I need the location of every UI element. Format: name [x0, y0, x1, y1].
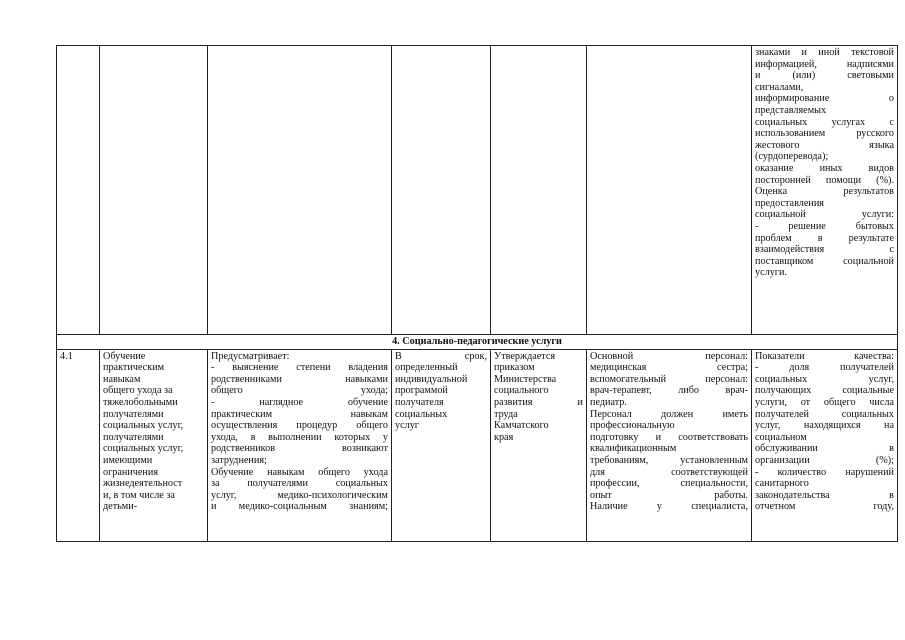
service-description-cell: [208, 349, 392, 541]
text-line: взаимодействия с: [755, 244, 894, 256]
text-line: социальных услуг,: [103, 443, 184, 455]
text-line: Основной персонал:: [590, 350, 748, 362]
text-line: (сурдоперевода);: [755, 151, 829, 163]
text-line: В срок,: [395, 350, 487, 362]
text-line: требованиям, установленным: [590, 454, 748, 466]
text-line: социальном: [755, 431, 807, 443]
text-line: предоставления: [755, 197, 824, 209]
table-cell: [587, 46, 752, 335]
table-row-continuation: [57, 46, 898, 335]
text-line: Обучение: [103, 350, 146, 362]
text-line: получателями: [103, 431, 164, 443]
text-line: использованием русского: [755, 128, 894, 140]
service-term-cell: [392, 349, 491, 541]
text-line: ухода, в выполнении которых у: [211, 431, 388, 443]
text-line: навыкам: [103, 373, 141, 385]
text-line: проблем в результате: [755, 232, 894, 244]
text-line: получателей социальных: [755, 408, 894, 420]
quality-indicators-cell: [752, 349, 898, 541]
text-line: социального: [494, 385, 549, 397]
text-line: профессиональную: [590, 420, 675, 432]
text-line: врач-терапевт, либо врач-: [590, 385, 748, 397]
text-line: социальных услугах с: [755, 116, 894, 128]
text-line: для соответствующей: [590, 466, 748, 478]
text-line: - количество нарушений: [755, 466, 894, 478]
service-name-cell: [100, 349, 208, 541]
text-line: и медико-социальным знаниям;: [211, 501, 388, 513]
table-cell: [491, 46, 587, 335]
text-line: общего ухода за: [103, 385, 173, 397]
text-line: организации (%);: [755, 454, 894, 466]
text-line: приказом: [494, 362, 535, 374]
text-line: Министерства: [494, 373, 557, 385]
text-line: - доля получателей: [755, 362, 894, 374]
text-line: практическим навыкам: [211, 408, 388, 420]
table-cell: [392, 46, 491, 335]
text-line: услуг: [395, 420, 419, 432]
section-header-row: [57, 335, 898, 350]
text-line: программой: [395, 385, 448, 397]
table-row-4-1: [57, 349, 898, 541]
text-line: определенный: [395, 362, 458, 374]
text-line: развития и: [494, 396, 583, 408]
service-tariff-cell: [491, 349, 587, 541]
service-number: 4.1: [57, 349, 100, 541]
text-line: получателя: [395, 396, 444, 408]
text-line: медицинская сестра;: [590, 362, 748, 374]
text-line: Наличие у специалиста,: [590, 501, 748, 513]
text-line: информацией, надписями: [755, 58, 894, 70]
text-line: санитарного: [755, 478, 809, 490]
text-line: получающих социальные: [755, 385, 894, 397]
text-line: Показатели качества:: [755, 350, 894, 362]
text-line: услуги.: [755, 267, 787, 279]
text-line: - решение бытовых: [755, 220, 894, 232]
text-line: и (или) световыми: [755, 70, 894, 82]
text-line: законодательства в: [755, 489, 894, 501]
text-line: затруднения;: [211, 454, 267, 466]
quality-criteria-continuation-cell: [752, 46, 898, 335]
text-line: Утверждается: [494, 350, 556, 362]
text-line: поставщиком социальной: [755, 255, 894, 267]
text-line: услуг, находящихся на: [755, 420, 894, 432]
text-line: услуги, от общего числа: [755, 396, 894, 408]
text-line: квалификационным: [590, 443, 677, 455]
section-title: 4. Социально-педагогические услуги: [57, 335, 898, 350]
text-line: осуществления процедур общего: [211, 420, 388, 432]
text-line: Обучение навыкам общего ухода: [211, 466, 388, 478]
text-line: имеющими: [103, 454, 153, 466]
text-line: тяжелобольными: [103, 396, 178, 408]
text-line: информирование о: [755, 93, 894, 105]
text-line: Персонал должен иметь: [590, 408, 748, 420]
text-line: сигналами,: [755, 81, 804, 93]
text-line: и, в том числе за: [103, 489, 175, 501]
staff-requirements-cell: [587, 349, 752, 541]
text-line: труда: [494, 408, 518, 420]
text-line: жизнедеятельност: [103, 478, 183, 490]
text-line: отчетном году,: [755, 501, 894, 513]
text-line: представляемых: [755, 104, 827, 116]
services-table: [56, 45, 898, 542]
text-line: детьми-: [103, 501, 138, 513]
text-line: за получателями социальных: [211, 478, 388, 490]
text-line: опыт работы.: [590, 489, 748, 501]
text-line: практическим: [103, 362, 165, 374]
text-line: социальных: [395, 408, 448, 420]
text-line: Предусматривает:: [211, 350, 290, 362]
text-line: подготовку и соответствовать: [590, 431, 748, 443]
text-line: педиатр.: [590, 396, 627, 408]
text-line: жестового языка: [755, 139, 894, 151]
table-cell: [57, 46, 100, 335]
text-line: посторонней помощи (%).: [755, 174, 894, 186]
table-cell: [100, 46, 208, 335]
text-line: оказание иных видов: [755, 162, 894, 174]
text-line: услуг, медико-психологическим: [211, 489, 388, 501]
text-line: общего ухода;: [211, 385, 388, 397]
text-line: профессии, специальности,: [590, 478, 748, 490]
text-line: индивидуальной: [395, 373, 468, 385]
text-line: ограничения: [103, 466, 159, 478]
text-line: Камчатского: [494, 420, 549, 432]
text-line: получателями: [103, 408, 164, 420]
text-line: родственниками навыками: [211, 373, 388, 385]
text-line: знаками и иной текстовой: [755, 47, 894, 58]
text-line: края: [494, 431, 514, 443]
text-line: родственников возникают: [211, 443, 388, 455]
text-line: - наглядное обучение: [211, 396, 388, 408]
text-line: обслуживании в: [755, 443, 894, 455]
text-line: социальной услуги:: [755, 209, 894, 221]
text-line: социальных услуг,: [103, 420, 184, 432]
text-line: Оценка результатов: [755, 186, 894, 198]
table-cell: [208, 46, 392, 335]
text-line: - выяснение степени владения: [211, 362, 388, 374]
text-line: социальных услуг,: [755, 373, 894, 385]
text-line: вспомогательный персонал:: [590, 373, 748, 385]
